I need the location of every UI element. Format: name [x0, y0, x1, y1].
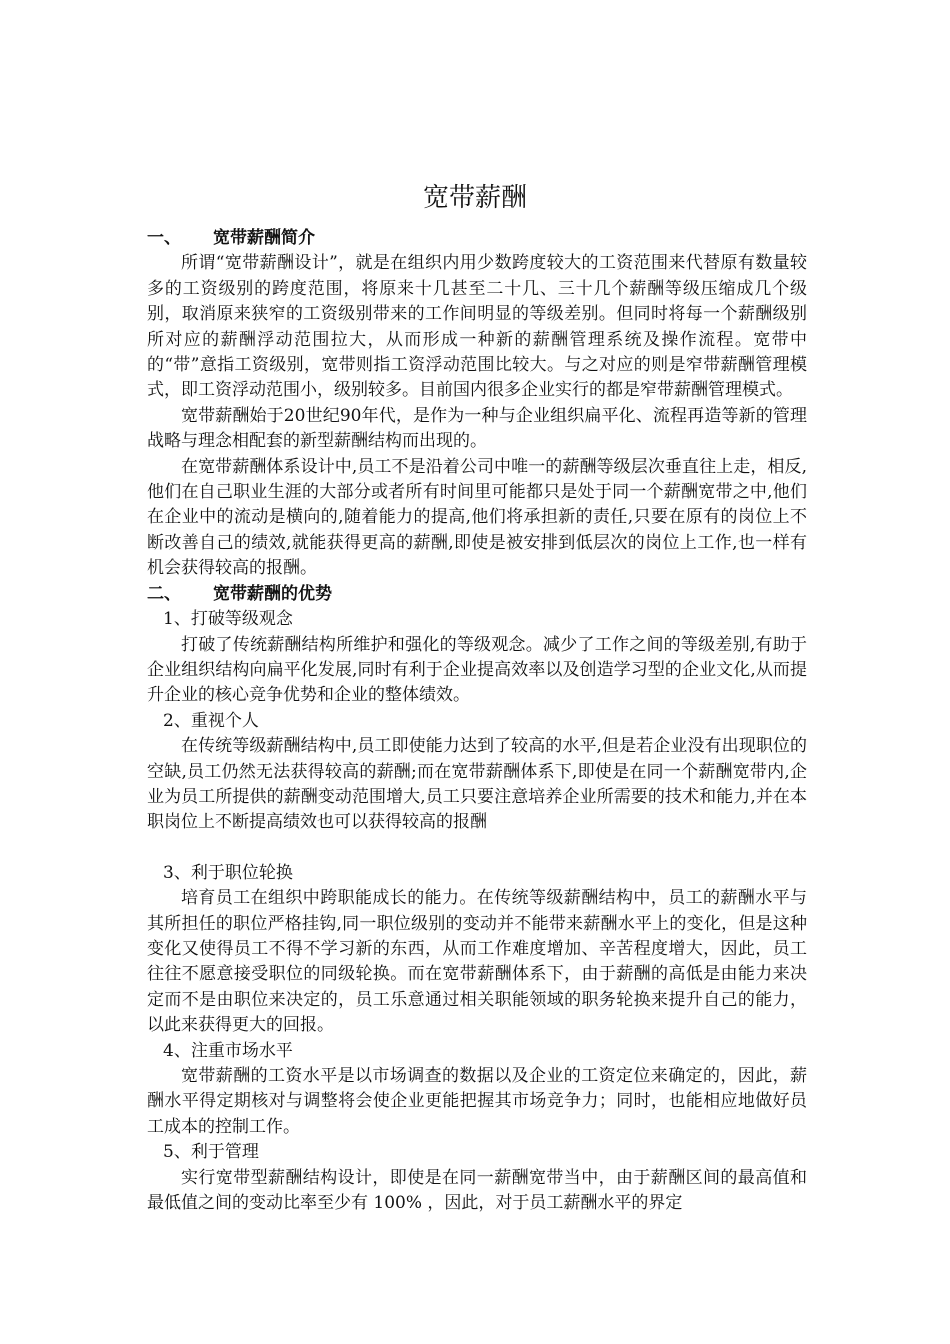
- document-title: 宽带薪酬: [422, 183, 527, 213]
- item-label: 1、打破等级观念: [163, 609, 293, 630]
- paragraph: 实行宽带型薪酬结构设计，即使是在同一薪酬宽带当中，由于薪酬区间的最高值和最低值之间的变动比率至少有 100% ，因此，对于员工薪酬水平的界定: [147, 1167, 807, 1214]
- section-number: 二、: [147, 583, 181, 604]
- paragraph: 宽带薪酬的工资水平是以市场调查的数据以及企业的工资定位来确定的，因此，薪酬水平得定期核对与调整将会使企业更能把握其市场竞争力；同时，也能相应地做好员工成本的控制工作。: [147, 1066, 807, 1137]
- document-body: [147, 226, 807, 1216]
- paragraph: 宽带薪酬始于20世纪90年代，是作为一种与企业组织扁平化、流程再造等新的管理战略与理念相配套的新型薪酬结构而出现的。: [147, 405, 807, 452]
- paragraph: 培育员工在组织中跨职能成长的能力。在传统等级薪酬结构中，员工的薪酬水平与其所担任的职位严格挂钩,同一职位级别的变动并不能带来薪酬水平上的变化，但是这种变化又使得员工不得不学习新的东西，从而工作难度增加、辛苦程度增大，因此，员工往往不愿意接受职位的同级轮换。而在宽带薪酬体系下，由于薪酬的高低是由能力来决定而不是由职位来决定的，员工乐意通过相关职能领域的职务轮换来提升自己的能力，以此来获得更大的回报。: [147, 888, 807, 1036]
- paragraph: 打破了传统薪酬结构所维护和强化的等级观念。减少了工作之间的等级差别,有助于企业组织结构向扁平化发展,同时有利于企业提高效率以及创造学习型的企业文化,从而提升企业的核心竞争优势和企业的整体绩效。: [147, 634, 807, 706]
- spacer: [147, 836, 807, 861]
- section-title: 宽带薪酬简介: [213, 228, 315, 248]
- item-label: 2、重视个人: [163, 710, 259, 731]
- paragraph: 在传统等级薪酬结构中,员工即使能力达到了较高的水平,但是若企业没有出现职位的空缺,员工仍然无法获得较高的薪酬;而在宽带薪酬体系下,即使是在同一个薪酬宽带内,企业为员工所提供的薪酬变动范围增大,员工只要注意培养企业所需要的技术和能力,并在本职岗位上不断提高绩效也可以获得较高的报酬: [147, 736, 807, 833]
- section-heading: [147, 226, 807, 251]
- item-label: 4、注重市场水平: [163, 1040, 293, 1061]
- section-heading: [147, 582, 807, 607]
- paragraph: 所谓“宽带薪酬设计”，就是在组织内用少数跨度较大的工资范围来代替原有数量较多的工资级别的跨度范围，将原来十几甚至二十几、三十几个薪酬等级压缩成几个级别，取消原来狭窄的工资级别带来的工作间明显的等级差别。但同时将每一个薪酬级别所对应的薪酬浮动范围拉大，从而形成一种新的薪酬管理系统及操作流程。宽带中的“带”意指工资级别，宽带则指工资浮动范围比较大。与之对应的则是窄带薪酬管理模式，即工资浮动范围小，级别较多。目前国内很多企业实行的都是窄带薪酬管理模式。: [147, 253, 807, 401]
- paragraph: 在宽带薪酬体系设计中,员工不是沿着公司中唯一的薪酬等级层次垂直往上走，相反,他们在自己职业生涯的大部分或者所有时间里可能都只是处于同一个薪酬宽带之中,他们在企业中的流动是横向的,随着能力的提高,他们将承担新的责任,只要在原有的岗位上不断改善自己的绩效,就能获得更高的薪酬,即使是被安排到低层次的岗位上工作,也一样有机会获得较高的报酬。: [147, 456, 807, 579]
- item-label: 5、利于管理: [163, 1142, 259, 1163]
- section-title: 宽带薪酬的优势: [213, 583, 332, 604]
- section-number: 一、: [147, 228, 181, 248]
- item-label: 3、利于职位轮换: [163, 862, 293, 883]
